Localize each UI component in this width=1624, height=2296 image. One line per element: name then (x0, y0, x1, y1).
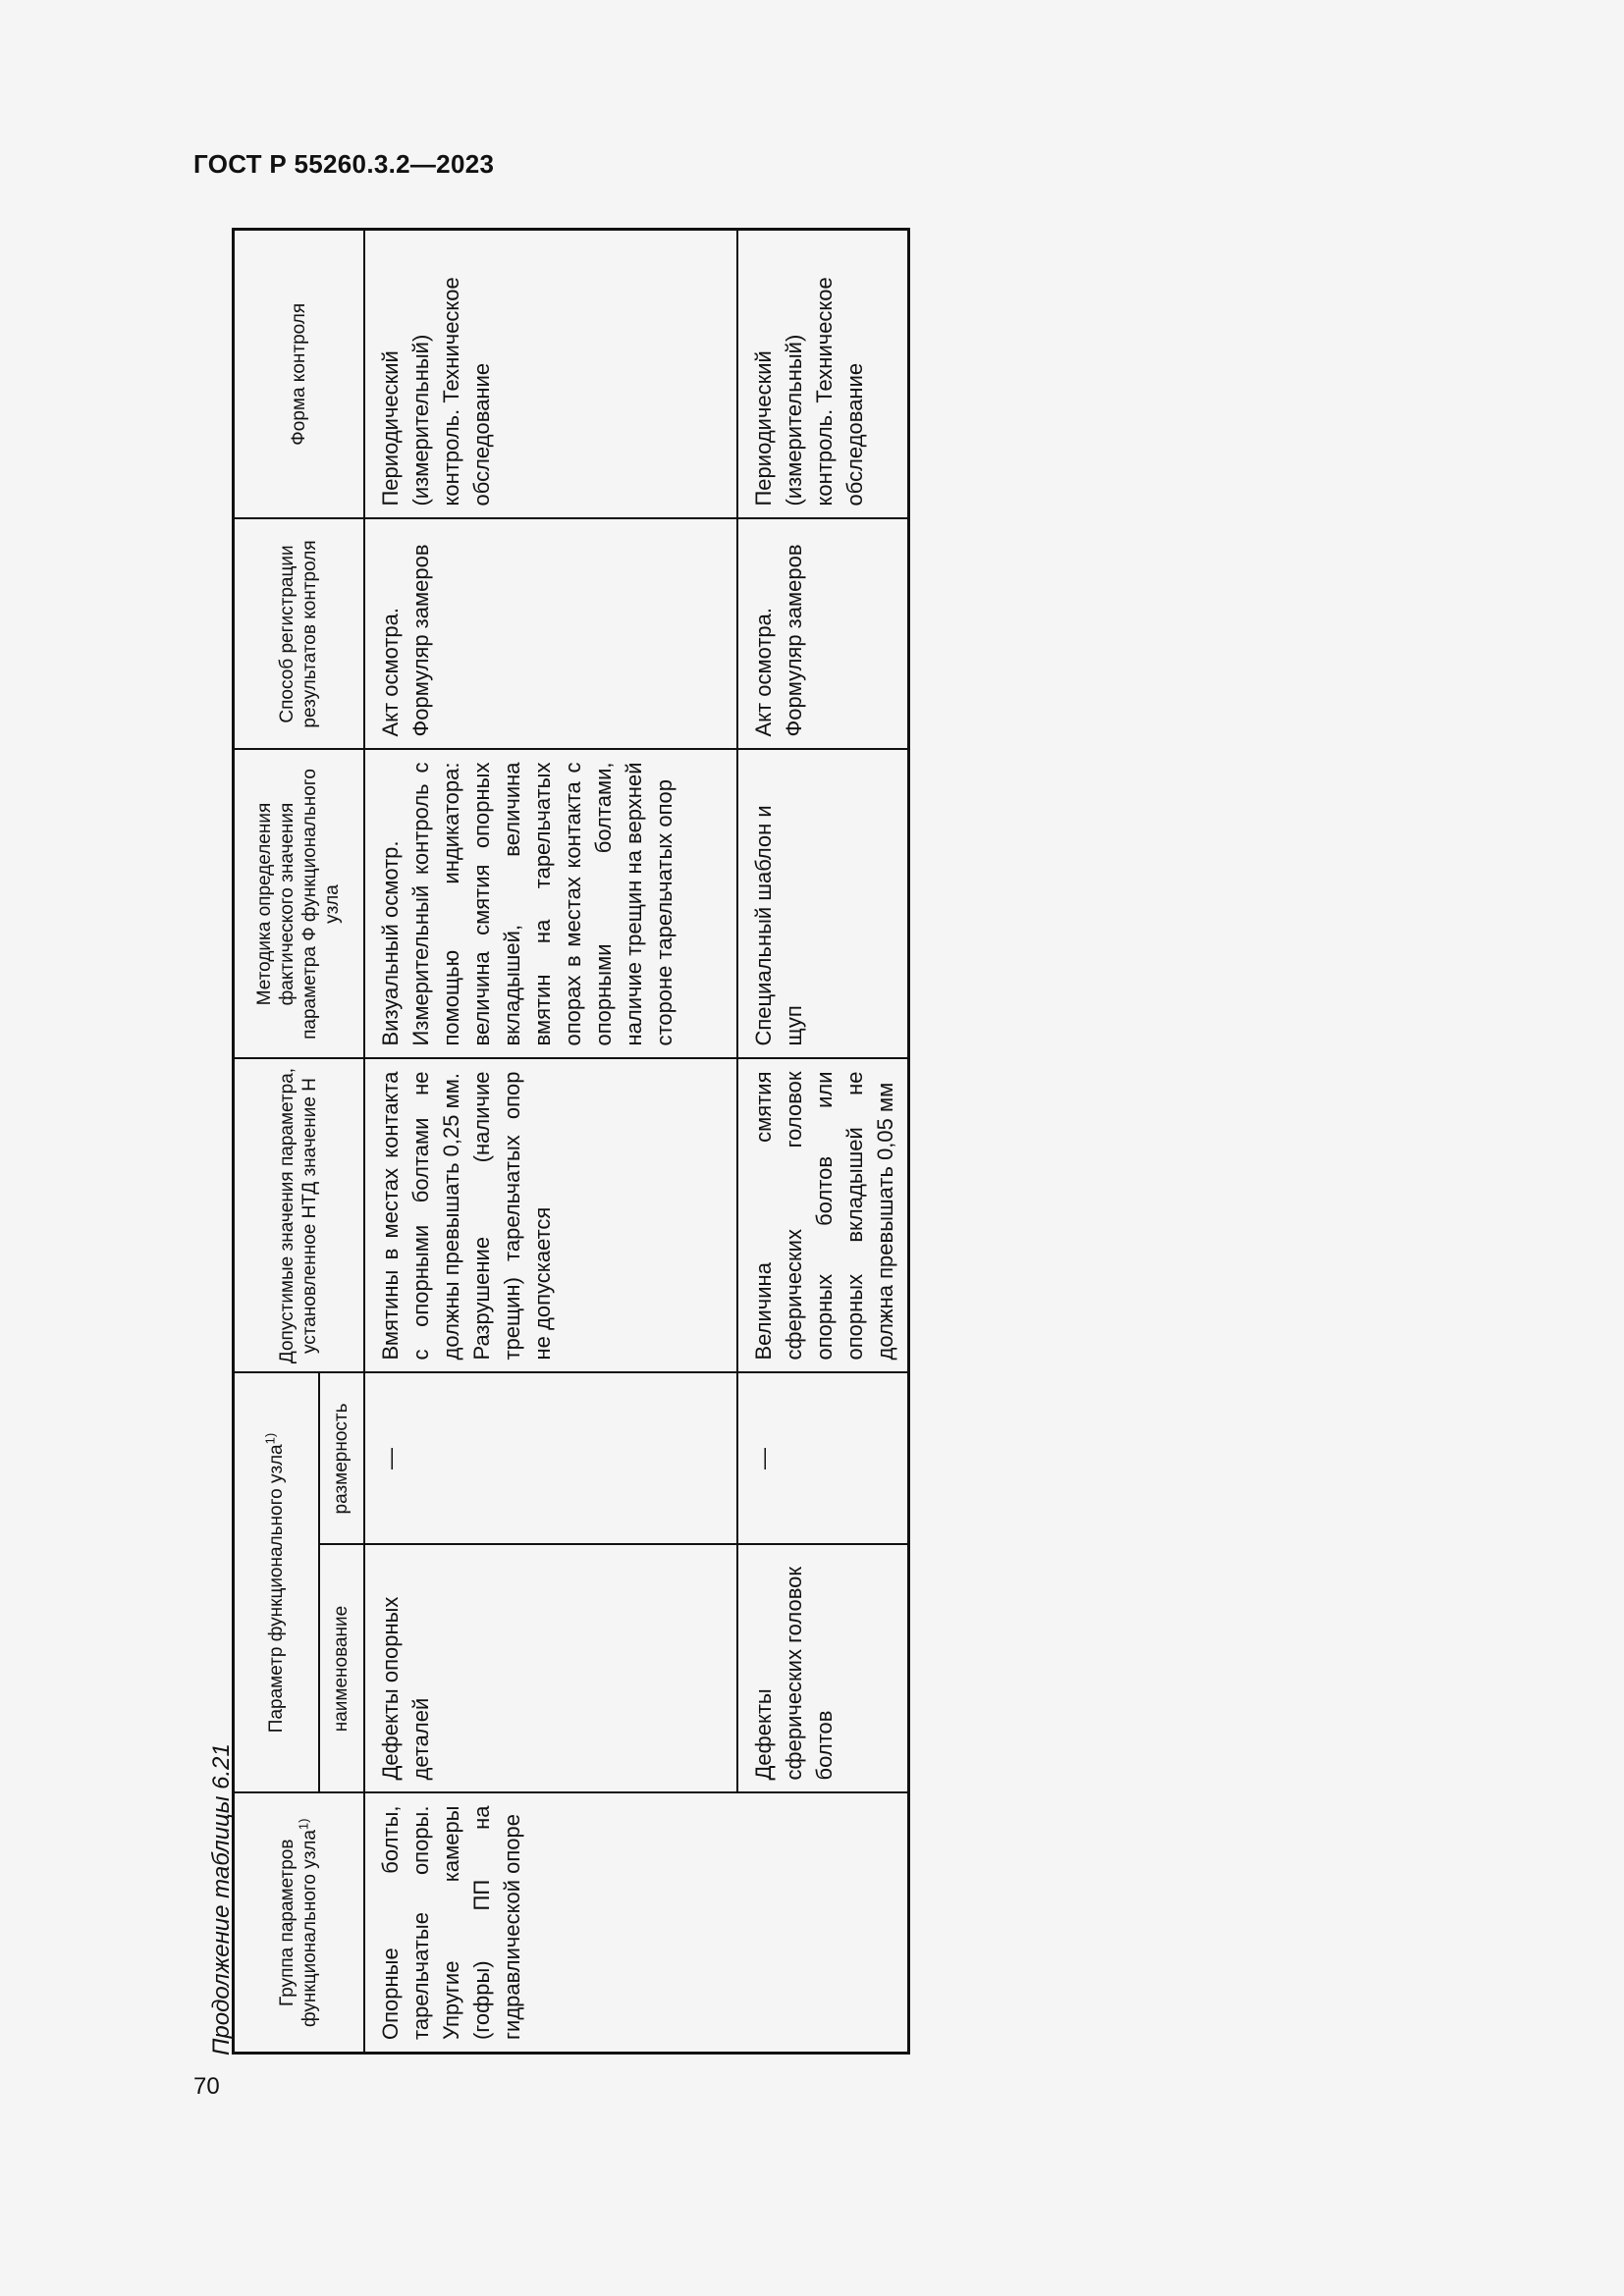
allowed-text-2: Разрушение (наличие трещин) тарельчатых опор не допускается (468, 1071, 555, 1361)
header-param-unit: размерность (319, 1373, 364, 1545)
table-row-2-form: Периодический (измерительный) контроль. Техническое обследование (737, 230, 909, 519)
table-row-2-allowed: Величина смятия сферических головок опорных болтов или опорных вкладышей не должна превышать 0,05 мм (737, 1059, 909, 1373)
table-caption: Продолжение таблицы 6.21 (208, 1743, 235, 2056)
table-row-2-name: Дефекты сферических головок болтов (737, 1545, 909, 1793)
row-group-cell: Опорные болты, тарельчатые опоры. Упругие камеры (гофры) ПП на гидравлической опоре (364, 1793, 909, 2054)
allowed-text-1: Вмятины в местах контакта с опорными болтами не должны превышать 0,25 мм. (377, 1071, 463, 1361)
page-number: 70 (193, 2073, 220, 2100)
registration-text-1: Акт осмотра. (750, 607, 776, 737)
document-code: ГОСТ Р 55260.3.2—2023 (193, 149, 495, 179)
table-row-1-allowed (364, 1059, 737, 1373)
table-row-1-form: Периодический (измерительный) контроль. Техническое обследование (364, 230, 737, 519)
registration-text-1: Акт осмотра. (377, 607, 403, 737)
header-control-form: Форма контроля (234, 230, 364, 519)
rotated-table-container (232, 231, 907, 2055)
table-row-2-registration (737, 519, 909, 750)
table-row-1-name: Дефекты опорных деталей (364, 1545, 737, 1793)
header-group: Группа параметров функционального узла$^{1)}$ (234, 1793, 364, 2054)
method-text-2: Измерительный контроль с помощью индикатора: величина смятия опорных вкладышей, величина вмятин на тарельчатых опорах в местах контакта с опорными болтами, наличие трещин на верхней стороне тарельчатых опор (407, 762, 677, 1046)
parameters-table (232, 228, 910, 2055)
header-registration: Способ регистрации результатов контроля (234, 519, 364, 750)
method-text-1: Визуальный осмотр. (377, 840, 403, 1046)
header-method: Методика определения фактического значения параметра Ф функционального узла (234, 750, 364, 1059)
header-allowed-values: Допустимые значения параметра, установленное НТД значение Н (234, 1059, 364, 1373)
header-param-name: наименование (319, 1545, 364, 1793)
table-row-2-unit: — (737, 1373, 909, 1545)
table-row-2-method: Специальный шаблон и щуп (737, 750, 909, 1059)
registration-text-2: Формуляр замеров (781, 544, 806, 737)
header-parameter: Параметр функционального узла$^{1)}$ (234, 1373, 319, 1793)
registration-text-2: Формуляр замеров (407, 544, 433, 737)
table-row-1-unit: — (364, 1373, 737, 1545)
table-row-1-method (364, 750, 737, 1059)
table-row-1-registration (364, 519, 737, 750)
